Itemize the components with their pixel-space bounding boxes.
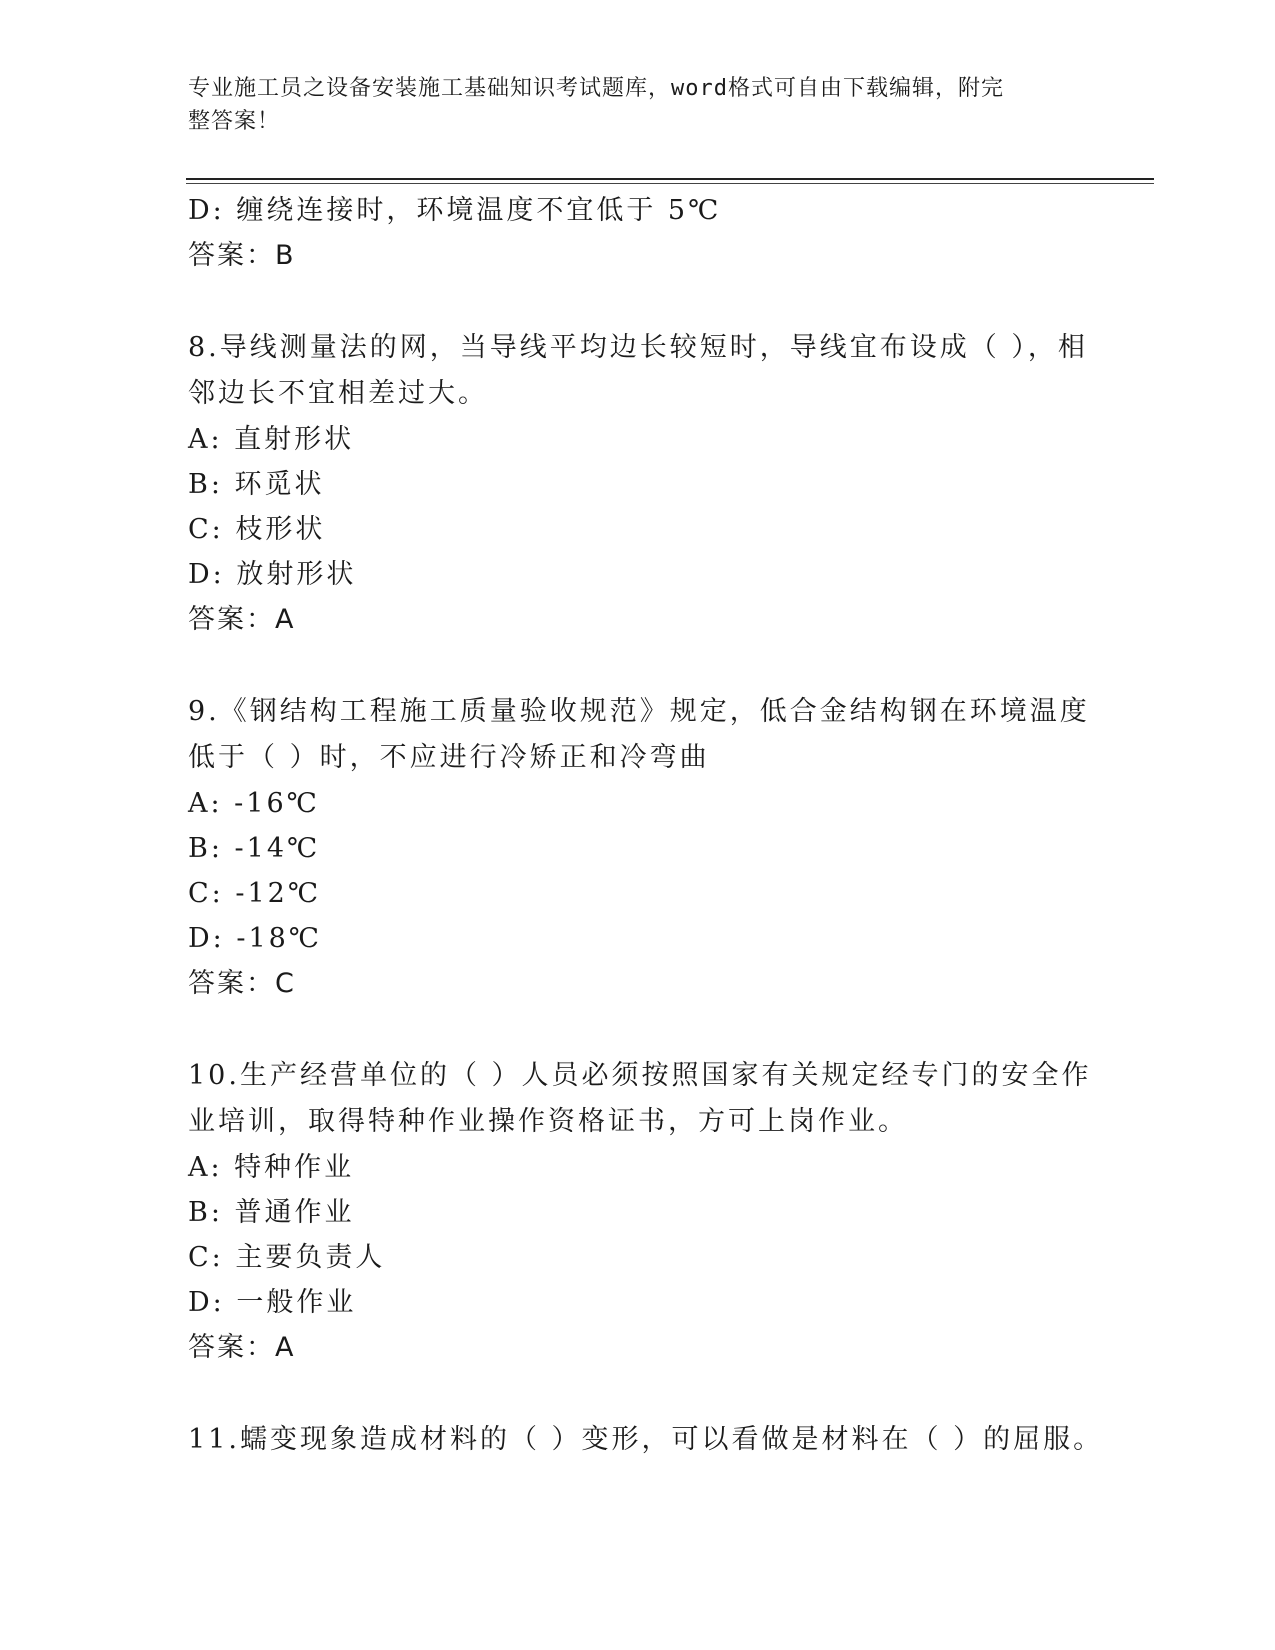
- q9-option-c: C: -12℃: [188, 878, 322, 909]
- header-line-2: 整答案！: [188, 109, 281, 134]
- q10-option-d: D: 一般作业: [188, 1287, 357, 1318]
- q8-option-b: B: 环觅状: [188, 469, 325, 500]
- q9-stem-line-2: 低于（ ）时，不应进行冷矫正和冷弯曲: [188, 742, 710, 773]
- spacer: [188, 643, 1078, 689]
- question-list: [188, 188, 1104, 1463]
- prev-answer: 答案：B: [188, 240, 296, 271]
- q9-option-b: B: -14℃: [188, 833, 321, 864]
- spacer: [188, 279, 1078, 325]
- q10-option-b: B: 普通作业: [188, 1197, 355, 1228]
- document-header: [188, 72, 1068, 138]
- q8-option-d: D: 放射形状: [188, 559, 357, 590]
- q8-answer: 答案：A: [188, 604, 296, 635]
- q10-stem-line-1: 10.生产经营单位的（ ）人员必须按照国家有关规定经专门的安全作: [188, 1060, 1092, 1091]
- q10-answer: 答案：A: [188, 1332, 296, 1363]
- prev-option-d: D: 缠绕连接时，环境温度不宜低于 5℃: [188, 195, 722, 226]
- header-divider-thick: [186, 178, 1154, 180]
- q8-option-a: A: 直射形状: [188, 424, 355, 455]
- q8-option-c: C: 枝形状: [188, 514, 326, 545]
- header-line-1: 专业施工员之设备安装施工基础知识考试题库，word格式可自由下载编辑，附完: [188, 76, 1004, 101]
- q9-answer: 答案：C: [188, 968, 296, 999]
- q10-stem-line-2: 业培训，取得特种作业操作资格证书，方可上岗作业。: [188, 1106, 908, 1137]
- q9-stem-line-1: 9.《钢结构工程施工质量验收规范》规定，低合金结构钢在环境温度: [188, 696, 1090, 727]
- spacer: [188, 1371, 1078, 1417]
- q8-stem-line-2: 邻边长不宜相差过大。: [188, 378, 488, 409]
- header-divider-thin: [186, 183, 1154, 184]
- q10-option-a: A: 特种作业: [188, 1152, 355, 1183]
- q8-stem-line-1: 8.导线测量法的网，当导线平均边长较短时，导线宜布设成（ ），相: [188, 332, 1088, 363]
- q9-option-d: D: -18℃: [188, 923, 323, 954]
- q9-option-a: A: -16℃: [188, 788, 320, 819]
- spacer: [188, 1007, 1078, 1053]
- q10-option-c: C: 主要负责人: [188, 1242, 386, 1273]
- q11-stem-line-1: 11.蠕变现象造成材料的（ ）变形，可以看做是材料在（ ）的屈服。: [188, 1424, 1104, 1455]
